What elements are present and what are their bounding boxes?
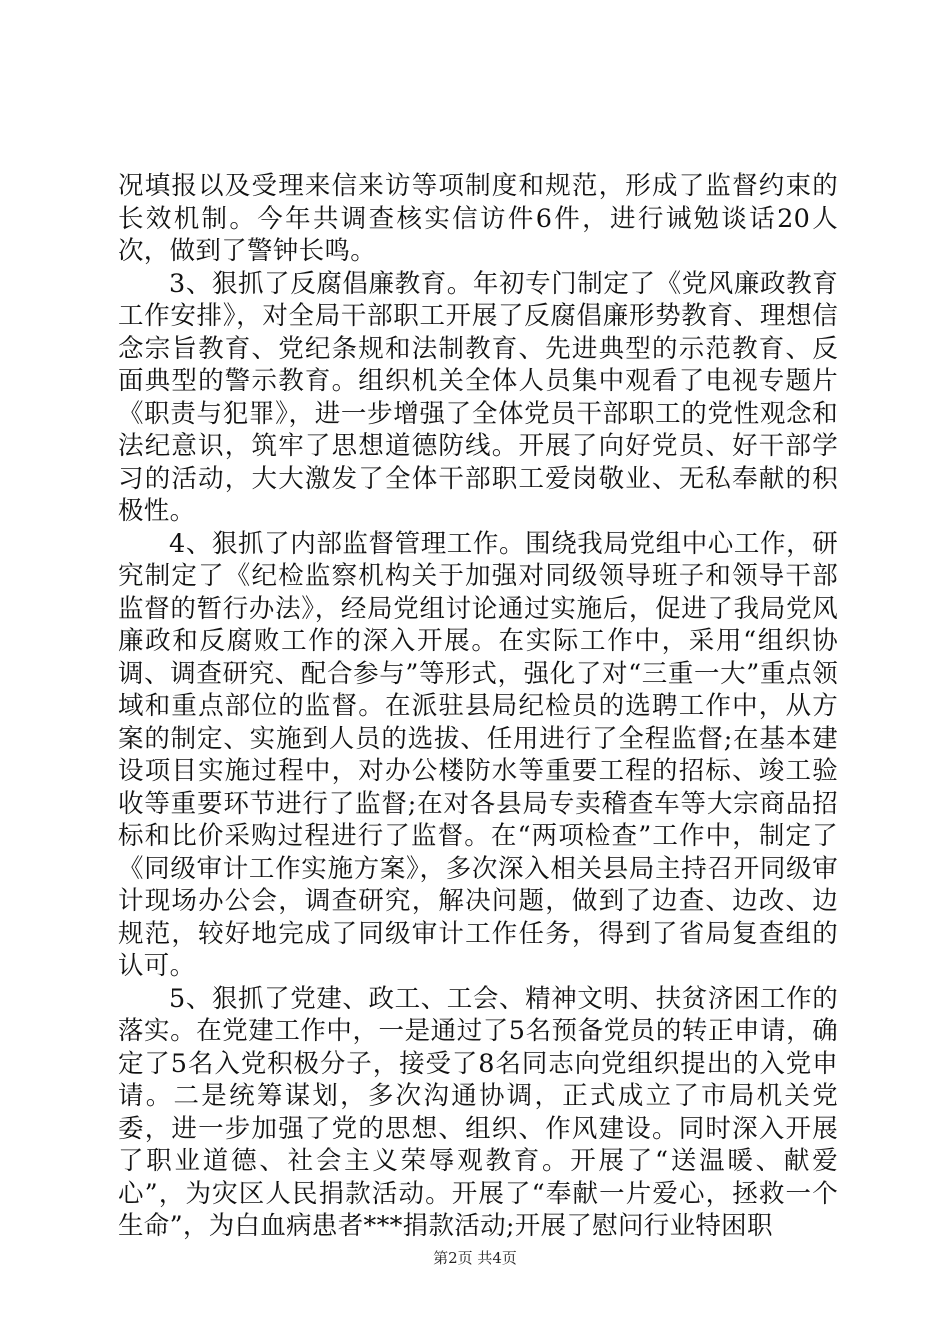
paragraph-item-3: 3、狠抓了反腐倡廉教育。年初专门制定了《党风廉政教育工作安排》，对全局干部职工开展了反腐倡廉形势教育、理想信念宗旨教育、党纪条规和法制教育、先进典型的示范教育、反面典型的警示教育。组织机关全体人员集中观看了电视专题片《职责与犯罪》，进一步增强了全体党员干部职工的党性观念和法纪意识，筑牢了思想道德防线。开展了向好党员、好干部学习的活动，大大激发了全体干部职工爱岗敬业、无私奉献的积极性。 <box>118 268 838 526</box>
paragraph-item-4: 4、狠抓了内部监督管理工作。围绕我局党组中心工作，研究制定了《纪检监察机构关于加强对同级领导班子和领导干部监督的暂行办法》，经局党组讨论通过实施后，促进了我局党风廉政和反腐败工作的深入开展。在实际工作中，采用“组织协调、调查研究、配合参与”等形式，强化了对“三重一大”重点领域和重点部位的监督。在派驻县局纪检员的选聘工作中，从方案的制定、实施到人员的选拔、任用进行了全程监督;在基本建设项目实施过程中，对办公楼防水等重要工程的招标、竣工验收等重要环节进行了监督;在对各县局专卖稽查车等大宗商品招标和比价采购过程进行了监督。在“两项检查”工作中，制定了《同级审计工作实施方案》，多次深入相关县局主持召开同级审计现场办公会，调查研究，解决问题，做到了边查、边改、边规范，较好地完成了同级审计工作任务，得到了省局复查组的认可。 <box>118 528 838 981</box>
page-number-footer: 第2页 共4页 <box>433 1249 517 1267</box>
paragraph-continuation: 况填报以及受理来信来访等项制度和规范，形成了监督约束的长效机制。今年共调查核实信访件6件，进行诫勉谈话20人次，做到了警钟长鸣。 <box>118 171 838 266</box>
document-body <box>118 170 838 1243</box>
paragraph-item-5: 5、狠抓了党建、政工、工会、精神文明、扶贫济困工作的落实。在党建工作中，一是通过了5名预备党员的转正申请，确定了5名入党积极分子，接受了8名同志向党组织提出的入党申请。二是统筹谋划，多次沟通协调，正式成立了市局机关党委，进一步加强了党的思想、组织、作风建设。同时深入开展了职业道德、社会主义荣辱观教育。开展了“送温暖、献爱心”，为灾区人民捐款活动。开展了“奉献一片爱心，拯救一个生命”，为白血病患者***捐款活动;开展了慰问行业特困职 <box>118 983 838 1241</box>
